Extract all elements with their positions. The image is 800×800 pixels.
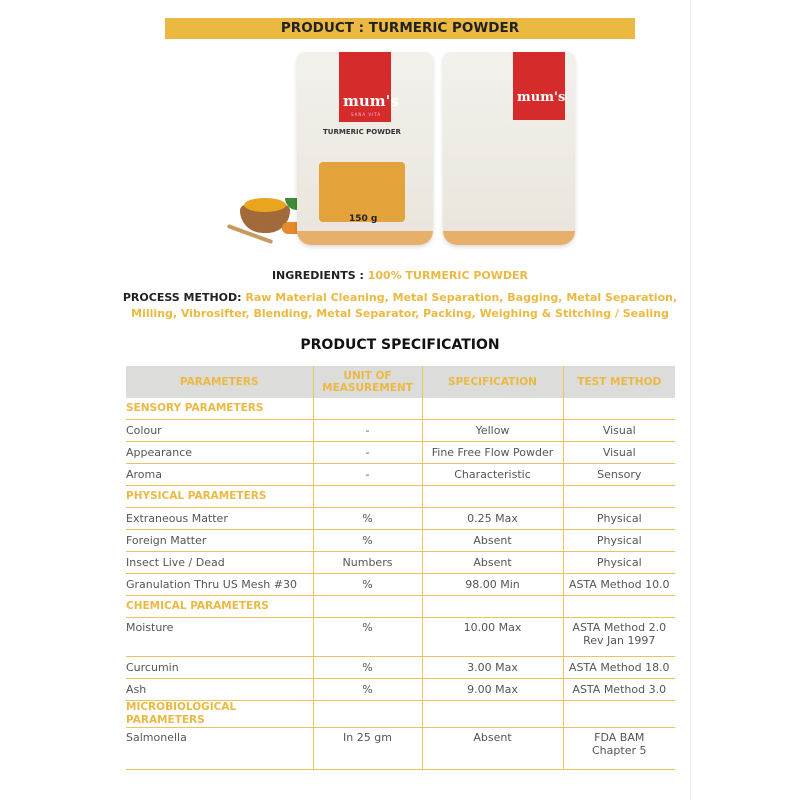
header-parameters: PARAMETERS <box>126 366 313 398</box>
brand-sub: SANA VITA <box>351 112 382 117</box>
front-package <box>297 52 433 245</box>
parameter-cell: Salmonella <box>126 728 313 770</box>
test-method-cell: ASTA Method 18.0 <box>563 657 675 679</box>
parameter-cell: Curcumin <box>126 657 313 679</box>
specification-cell: Absent <box>422 530 563 552</box>
spec-title: PRODUCT SPECIFICATION <box>300 337 500 353</box>
product-title-banner <box>165 18 635 39</box>
test-method-cell <box>563 701 675 728</box>
test-method-cell: ASTA Method 2.0 Rev Jan 1997 <box>563 618 675 657</box>
unit-cell: - <box>313 464 422 486</box>
ingredients-value: 100% TURMERIC POWDER <box>367 269 529 282</box>
unit-cell <box>313 486 422 508</box>
specification-cell: 10.00 Max <box>422 618 563 657</box>
table-row <box>126 508 675 530</box>
unit-cell: % <box>313 618 422 657</box>
unit-cell: In 25 gm <box>313 728 422 770</box>
ingredients-label: INGREDIENTS : <box>271 269 364 282</box>
section-row <box>126 486 675 508</box>
brand-logo: mum's <box>343 92 399 110</box>
turmeric-powder-illustration <box>244 198 286 212</box>
table-row <box>126 442 675 464</box>
section-row <box>126 596 675 618</box>
test-method-cell <box>563 398 675 420</box>
specification-cell: 9.00 Max <box>422 679 563 701</box>
specification-cell: Fine Free Flow Powder <box>422 442 563 464</box>
table-row <box>126 657 675 679</box>
parameter-cell: Insect Live / Dead <box>126 552 313 574</box>
specification-cell: Characteristic <box>422 464 563 486</box>
test-method-cell: FDA BAM Chapter 5 <box>563 728 675 770</box>
unit-cell: - <box>313 442 422 464</box>
specification-cell <box>422 398 563 420</box>
table-row <box>126 679 675 701</box>
section-row <box>126 701 675 728</box>
back-package <box>443 52 575 245</box>
product-title: PRODUCT : TURMERIC POWDER <box>280 20 520 36</box>
table-row <box>126 420 675 442</box>
test-method-cell: Physical <box>563 552 675 574</box>
specification-cell: Absent <box>422 552 563 574</box>
header-specification: SPECIFICATION <box>422 366 563 398</box>
unit-cell <box>313 596 422 618</box>
parameter-cell: Colour <box>126 420 313 442</box>
section-row <box>126 398 675 420</box>
parameter-cell: Moisture <box>126 618 313 657</box>
test-method-cell: Physical <box>563 530 675 552</box>
specification-cell: Absent <box>422 728 563 770</box>
process-value-1: Raw Material Cleaning, Metal Separation, Bagging, Metal Separation, <box>245 291 678 304</box>
unit-cell: Numbers <box>313 552 422 574</box>
spec-table <box>126 366 675 770</box>
unit-cell: - <box>313 420 422 442</box>
process-line-2: Milling, Vibrosifter, Blending, Metal Separator, Packing, Weighing & Stitching / Sealing <box>131 307 669 320</box>
package-bottom <box>297 231 433 245</box>
specification-cell: 98.00 Min <box>422 574 563 596</box>
header-unit: UNIT OF MEASUREMENT <box>313 366 422 398</box>
unit-cell: % <box>313 679 422 701</box>
test-method-cell: ASTA Method 10.0 <box>563 574 675 596</box>
table-row <box>126 574 675 596</box>
package-product-name: TURMERIC POWDER <box>323 128 401 136</box>
parameter-cell: Foreign Matter <box>126 530 313 552</box>
parameter-cell: CHEMICAL PARAMETERS <box>126 596 313 618</box>
package-weight: 150 g <box>349 214 378 224</box>
product-window <box>319 162 405 222</box>
table-row <box>126 728 675 770</box>
test-method-cell <box>563 596 675 618</box>
test-method-cell <box>563 486 675 508</box>
process-label: PROCESS METHOD: <box>122 291 242 304</box>
parameter-cell: Appearance <box>126 442 313 464</box>
unit-cell: % <box>313 508 422 530</box>
unit-cell: % <box>313 657 422 679</box>
unit-cell: % <box>313 574 422 596</box>
parameter-cell: Extraneous Matter <box>126 508 313 530</box>
parameter-cell: Ash <box>126 679 313 701</box>
brand-label <box>513 52 565 120</box>
package-bottom <box>443 231 575 245</box>
parameter-cell: Granulation Thru US Mesh #30 <box>126 574 313 596</box>
parameter-cell: MICROBIOLOGICAL PARAMETERS <box>126 701 313 728</box>
unit-cell: % <box>313 530 422 552</box>
test-method-cell: ASTA Method 3.0 <box>563 679 675 701</box>
table-row <box>126 530 675 552</box>
test-method-cell: Visual <box>563 442 675 464</box>
table-row <box>126 618 675 657</box>
ingredients-line <box>0 269 800 282</box>
test-method-cell: Sensory <box>563 464 675 486</box>
header-test-method: TEST METHOD <box>563 366 675 398</box>
process-line-1 <box>0 291 800 304</box>
specification-cell: Yellow <box>422 420 563 442</box>
brand-logo-back: mum's <box>517 90 566 105</box>
specification-cell <box>422 486 563 508</box>
table-row <box>126 464 675 486</box>
parameter-cell: Aroma <box>126 464 313 486</box>
table-row <box>126 552 675 574</box>
unit-cell <box>313 701 422 728</box>
specification-cell <box>422 701 563 728</box>
unit-cell <box>313 398 422 420</box>
test-method-cell: Physical <box>563 508 675 530</box>
parameter-cell: PHYSICAL PARAMETERS <box>126 486 313 508</box>
specification-cell <box>422 596 563 618</box>
page-divider <box>690 0 691 800</box>
table-header <box>126 366 675 398</box>
parameter-cell: SENSORY PARAMETERS <box>126 398 313 420</box>
specification-cell: 3.00 Max <box>422 657 563 679</box>
specification-cell: 0.25 Max <box>422 508 563 530</box>
test-method-cell: Visual <box>563 420 675 442</box>
